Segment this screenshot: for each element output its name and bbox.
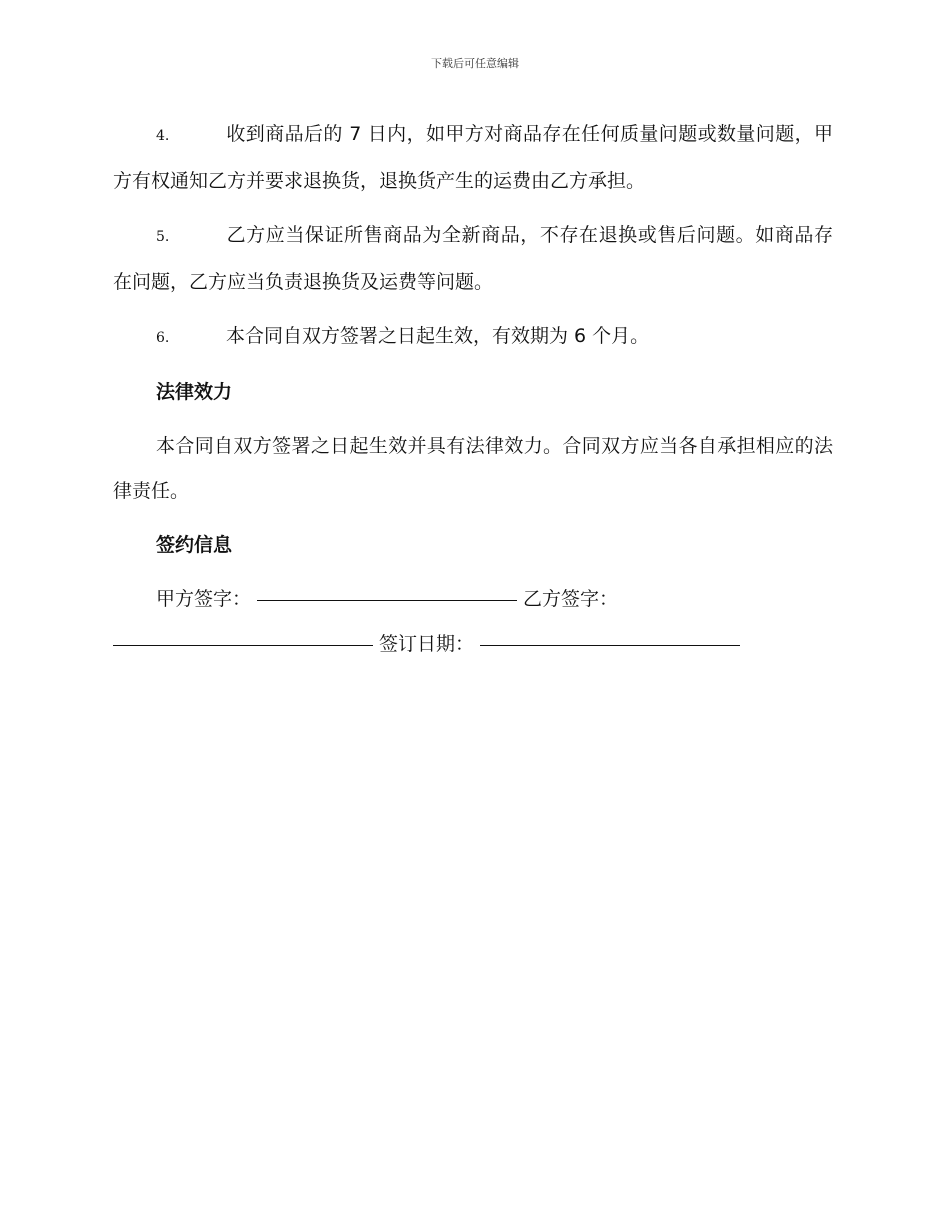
clause-5 — [113, 213, 833, 305]
date-label: 签订日期： — [379, 633, 475, 655]
signature-block-2 — [113, 622, 833, 667]
page-header: 下载后可任意编辑 — [431, 57, 519, 70]
clause-6 — [113, 314, 833, 361]
clause-text: 乙方应当保证所售商品为全新商品，不存在退换或售后问题。如商品存在问题，乙方应当负责退换货及运费等问题。 — [113, 224, 833, 293]
clause-number: 4. — [156, 128, 170, 144]
clause-number: 6. — [156, 330, 170, 346]
signing-heading: 签约信息 — [156, 534, 233, 556]
document-body — [113, 112, 833, 667]
party-a-label: 甲方签字： — [156, 588, 252, 610]
party-b-signature-line — [113, 644, 373, 646]
legal-text: 本合同自双方签署之日起生效并具有法律效力。合同双方应当各自承担相应的法律责任。 — [113, 435, 833, 502]
clause-4 — [113, 112, 833, 204]
clause-text: 本合同自双方签署之日起生效，有效期为 6 个月。 — [226, 325, 650, 347]
clause-text: 收到商品后的 7 日内，如甲方对商品存在任何质量问题或数量问题，甲方有权通知乙方并要求退换货，退换货产生的运费由乙方承担。 — [113, 123, 833, 192]
party-b-label: 乙方签字： — [523, 588, 619, 610]
legal-heading: 法律效力 — [156, 381, 233, 403]
party-a-signature-line — [257, 599, 517, 601]
clause-number: 5. — [156, 229, 170, 245]
signature-block — [113, 577, 833, 622]
date-line — [480, 644, 740, 646]
